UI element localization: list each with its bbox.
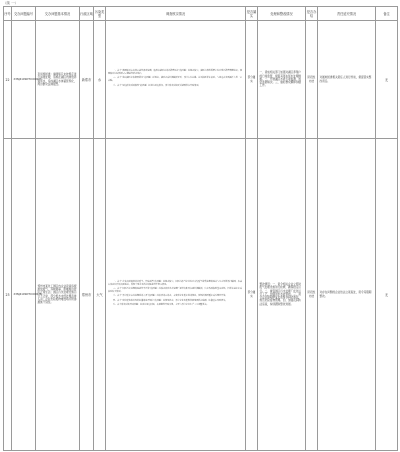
row-seq: 23 <box>4 139 12 451</box>
row-verified: 部分属实 <box>246 21 258 139</box>
row-summary: 郑州市某化工园区内企业夜间违规排放废气，异味刺鼻，影响周边居民正常生活；园区污水处理设施运行不正常，部分废水未经处理直排入河；企业危险废物堆放场所防渗措施不到位。 <box>36 139 80 451</box>
header-remark: 备注 <box>376 7 398 21</box>
header-closed: 是否办结 <box>306 7 318 21</box>
header-verified: 是否属实 <box>246 7 258 21</box>
row-investigation <box>106 21 246 139</box>
header-region: 行政区域 <box>80 7 94 21</box>
row-closed: 阶段性办结 <box>306 139 318 451</box>
row-code: X3NJ410SDTCC00078 <box>12 139 36 451</box>
row-investigation <box>106 139 246 451</box>
header-code: 交办问题编号 <box>12 7 36 21</box>
header-seq: 序号 <box>4 7 12 21</box>
header-pollution: 污染类型 <box>94 7 106 21</box>
investigation-paragraph: 二、关于“造成湖区水体富营养化”的问题：经调查，湖区水质监测数据显示，部分点位总磷、总氮指标存在波动，与周边农业面源汇入有一定关联。 <box>108 77 242 83</box>
row-accountability: 对属地街道相关责任人进行约谈，督促落实整改责任。 <box>318 21 376 139</box>
investigation-paragraph: 三、关于“部分废水未经处理直排入河”的问题：经沿河排口排查，未发现企业废水直排现象，现场检测河道水质无明显异常。 <box>113 295 228 298</box>
row-verified: 部分属实 <box>246 139 258 451</box>
row-summary: 奈何桥街道：渔网船只未按规定进行消毒处理，违规在湖区内排放养殖尾水，造成湖区水体富营养化，周边群众反映强烈。 <box>36 21 80 139</box>
table-row <box>4 139 398 451</box>
row-handling: 整改情况：一、责令相关企业立即对废气处理设施进行检修，确保稳定运行。二、督促园区污水处理厂优化运行工艺，加强进水水质管控。三、责令企业限期修复危废暂存间防渗层，规范危险废物管理。四、加强夜间执法巡查，持续跟踪整改进展。 <box>258 139 306 451</box>
investigation-paragraph: 一、关于“渔网船只未按规定进行消毒处理，违规在湖区内排放养殖尾水”的问题：经调查核实，湖区内现有养殖户均已签订养殖管理协议，渔网船只均按照规定定期进行检查维护。 <box>108 70 242 76</box>
row-handling: 一、责成相关部门加强对湖区养殖户的日常监管，督促其落实尾水处理措施。二、开展湖区水质专项监测，加密监测频次。三、做好群众解释沟通工作。 <box>258 21 306 139</box>
investigation-paragraph: 一、关于“企业夜间违规排放废气，异味刺鼻”的问题：经调查核实，园区内涉气企业均已安装废气收集处理设施并与生态环境部门联网，执法人员连续开展夜间巡查，发现个别企业存在设施运行不稳定情况。 <box>108 281 242 286</box>
investigation-paragraph: 三、关于“周边群众反映强烈”的问题：经走访周边群众，部分群众反映夏季湖面存在异味情况。 <box>113 84 201 87</box>
row-seq: 22 <box>4 21 12 139</box>
row-remark: 无 <box>376 139 398 451</box>
header-accountability: 责任追究情况 <box>318 7 376 21</box>
investigation-paragraph: 二、关于“园区污水处理设施运行不正常”的问题：经核查园区污水处理厂运行台账及在线监测数据，出水各项指标基本达标，但存在进水水质波动较大情况。 <box>108 288 242 294</box>
row-pollution: 水 <box>94 21 106 139</box>
row-region: 新郑市 <box>80 21 94 139</box>
row-code: X3NJ410SDTCC00023 <box>12 21 36 139</box>
row-remark: 无 <box>376 21 398 139</box>
page-continuation-tag: （续 一） <box>3 1 19 5</box>
row-accountability: 对存在问题的企业依法立案查处，责令其限期整改。 <box>318 139 376 451</box>
header-handling: 处理和整改情况 <box>258 7 306 21</box>
header-investigation: 调查核实情况 <box>106 7 246 21</box>
row-pollution: 大气 <box>94 139 106 451</box>
investigation-paragraph: 五、关于群众反映异味问题：经走访周边居民，夜间确有异味出现，主要与部分企业生产工艺调整有关。 <box>113 303 209 306</box>
table-row <box>4 21 398 139</box>
case-table <box>3 6 398 451</box>
table-header-row <box>4 7 398 21</box>
investigation-paragraph: 四、关于“危险废物堆放场所防渗措施不到位”的问题：经现场检查，部分企业危废暂存间地面存在破损，防渗层未及时修复。 <box>113 299 228 302</box>
row-region: 郑州市 <box>80 139 94 451</box>
header-summary: 交办问题基本情况 <box>36 7 80 21</box>
row-closed: 阶段性办结 <box>306 21 318 139</box>
